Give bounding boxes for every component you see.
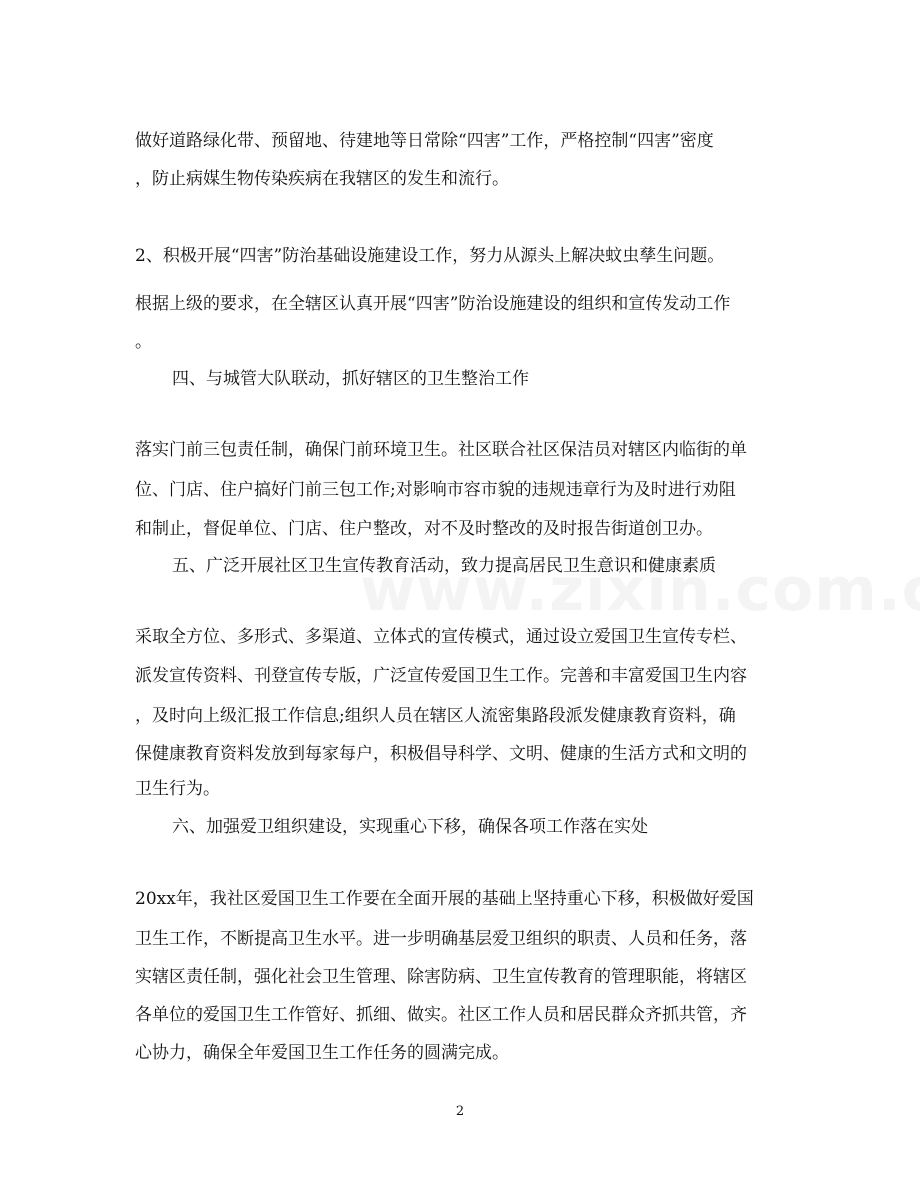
body-line: 各单位的爱国卫生工作管好、抓细、做实。社区工作人员和居民群众齐抓共管，齐 bbox=[135, 1005, 747, 1025]
body-line: 保健康教育资料发放到每家每户，积极倡导科学、文明、健康的生活方式和文明的 bbox=[135, 744, 747, 764]
body-line: 实辖区责任制，强化社会卫生管理、除害防病、卫生宣传教育的管理职能，将辖区 bbox=[135, 967, 747, 987]
body-line: 做好道路绿化带、预留地、待建地等日常除“四害”工作，严格控制“四害”密度 bbox=[135, 131, 714, 151]
section-heading: 四、与城管大队联动，抓好辖区的卫生整治工作 bbox=[172, 369, 529, 389]
body-line: 落实门前三包责任制，确保门前环境卫生。社区联合社区保洁员对辖区内临街的单 bbox=[135, 440, 747, 460]
body-line: 20xx年，我社区爱国卫生工作要在全面开展的基础上坚持重心下移，积极做好爱国 bbox=[135, 889, 754, 909]
body-line: 派发宣传资料、刊登宣传专版，广泛宣传爱国卫生工作。完善和丰富爱国卫生内容 bbox=[135, 666, 747, 686]
body-line: 位、门店、住户搞好门前三包工作;对影响市容市貌的违规违章行为及时进行劝阻 bbox=[135, 480, 736, 500]
body-line: 和制止，督促单位、门店、住户整改，对不及时整改的及时报告街道创卫办。 bbox=[135, 519, 713, 539]
body-line: ，防止病媒生物传染疾病在我辖区的发生和流行。 bbox=[135, 169, 509, 189]
section-heading: 五、广泛开展社区卫生宣传教育活动，致力提高居民卫生意识和健康素质 bbox=[172, 556, 716, 576]
body-line: 。 bbox=[135, 332, 152, 352]
body-line: 心协力，确保全年爱国卫生工作任务的圆满完成。 bbox=[135, 1043, 509, 1063]
body-line: ，及时向上级汇报工作信息;组织人员在辖区人流密集路段派发健康教育资料，确 bbox=[135, 706, 736, 726]
body-line: 2、积极开展“四害”防治基础设施建设工作，努力从源头上解决蚊虫孳生问题。 bbox=[135, 246, 725, 266]
body-line: 卫生工作，不断提高卫生水平。进一步明确基层爱卫组织的职责、人员和任务，落 bbox=[135, 929, 747, 949]
section-heading: 六、加强爱卫组织建设，实现重心下移，确保各项工作落在实处 bbox=[172, 817, 648, 837]
body-line: 根据上级的要求，在全辖区认真开展“四害”防治设施建设的组织和宣传发动工作 bbox=[135, 294, 731, 314]
page-number: 2 bbox=[455, 1104, 465, 1119]
body-line: 采取全方位、多形式、多渠道、立体式的宣传模式，通过设立爱国卫生宣传专栏、 bbox=[135, 627, 747, 647]
body-line: 卫生行为。 bbox=[135, 779, 220, 799]
